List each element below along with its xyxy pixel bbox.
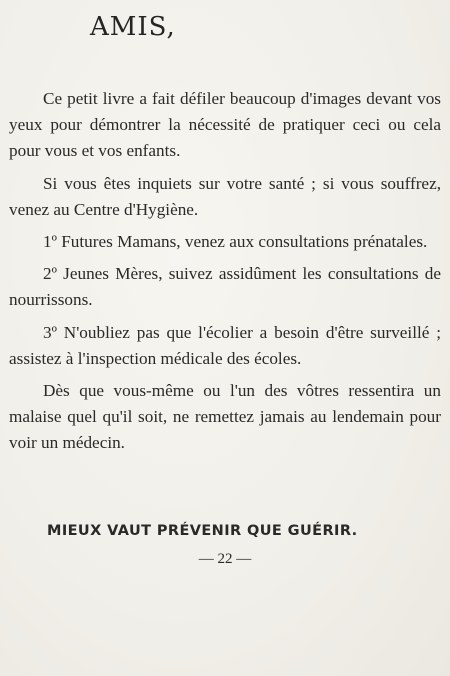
paragraph-item-2: 2º Jeunes Mères, suivez assidûment les consultations de nourrissons. — [9, 264, 441, 310]
paragraph-item-1: 1º Futures Mamans, venez aux consultations prénatales. — [43, 232, 428, 252]
paragraph-closing: Dès que vous-même ou l'un des vôtres ressentira un malaise quel qu'il soit, ne remettez jamais au lendemain pour voir un médecin. — [9, 381, 441, 453]
paragraph-item-3: 3º N'oubliez pas que l'écolier a besoin d'être surveillé ; assistez à l'inspection médicale des écoles. — [9, 322, 441, 368]
paragraph-health: Si vous êtes inquiets sur votre santé ; si vous souffrez, venez au Centre d'Hygiène. — [9, 173, 441, 219]
body-text — [9, 86, 441, 457]
paragraph-intro: Ce petit livre a fait défiler beaucoup d'images devant vos yeux pour démontrer la nécessité de pratiquer ceci ou cela pour vous et vos enfants. — [9, 89, 441, 161]
motto: MIEUX VAUT PRÉVENIR QUE GUÉRIR. — [47, 523, 358, 539]
page-heading: AMIS, — [90, 12, 176, 42]
page-number: — 22 — — [198, 551, 252, 567]
